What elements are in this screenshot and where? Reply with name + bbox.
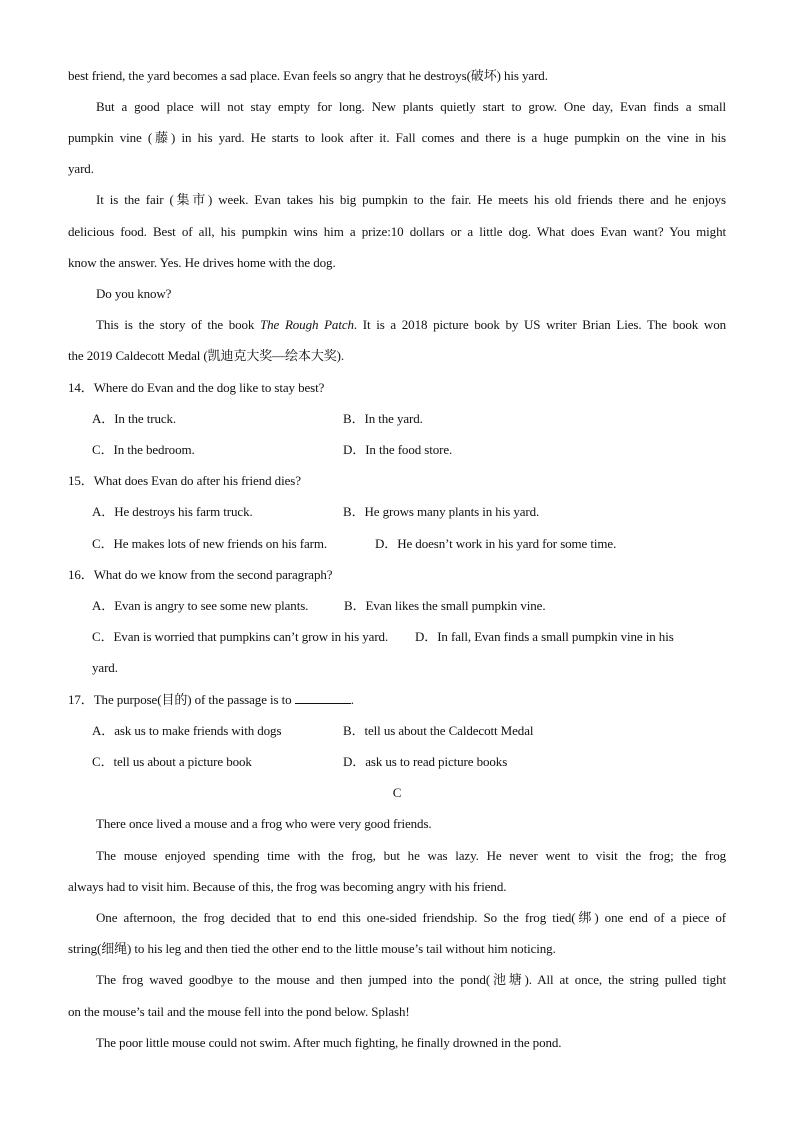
question-16-option-d-continued: yard. (92, 660, 118, 675)
passage-c-heading: C (392, 785, 402, 800)
book-title: The Rough Patch (260, 317, 354, 332)
question-16-stem: 16．What do we know from the second paragraph? (68, 567, 333, 582)
passage-c-paragraph-3-line-2: string(细绳) to his leg and then tied the other end to the little mouse’s tail without him noticing. (68, 941, 556, 956)
question-15-option-a[interactable]: A．He destroys his farm truck. (92, 504, 253, 519)
question-15-option-b[interactable]: B．He grows many plants in his yard. (343, 504, 540, 519)
passage-b-paragraph-5-line-2: the 2019 Caldecott Medal (凯迪克大奖—绘本大奖). (68, 348, 345, 363)
text-span: This is the story of the book (96, 317, 261, 332)
passage-b-do-you-know: Do you know? (96, 286, 172, 301)
text-span: . (350, 692, 354, 707)
passage-b-paragraph-3-line-1: It is the fair (集市) week. Evan takes his big pumpkin to the fair. He meets his old friends there and he enjoys (96, 192, 726, 207)
text-span: . It is a 2018 picture book by US writer Brian Lies. The book won (353, 317, 726, 332)
question-15-option-c[interactable]: C．He makes lots of new friends on his farm. (92, 536, 328, 551)
question-16-option-a[interactable]: A．Evan is angry to see some new plants. (92, 598, 309, 613)
passage-c-paragraph-2-line-2: always had to visit him. Because of this, the frog was becoming angry with his friend. (68, 879, 507, 894)
question-14-option-c[interactable]: C．In the bedroom. (92, 442, 195, 457)
passage-b-paragraph-3-line-2: delicious food. Best of all, his pumpkin wins him a prize:10 dollars or a little dog. What does Evan want? You might (68, 224, 726, 239)
passage-b-paragraph-2-line-3: yard. (68, 161, 94, 176)
question-16-option-d[interactable]: D．In fall, Evan finds a small pumpkin vine in his (415, 629, 674, 644)
passage-b-paragraph-5-line-1 (96, 317, 726, 333)
question-14-stem: 14．Where do Evan and the dog like to stay best? (68, 380, 325, 395)
passage-b-paragraph-2-line-2: pumpkin vine (藤) in his yard. He starts to look after it. Fall comes and there is a huge pumpkin on the vine in his (68, 130, 726, 145)
answer-blank[interactable] (295, 692, 351, 704)
question-15-stem: 15．What does Evan do after his friend dies? (68, 473, 301, 488)
text-span: 17．The purpose(目的) of the passage is to (68, 692, 295, 707)
question-17-option-c[interactable]: C．tell us about a picture book (92, 754, 252, 769)
passage-c-paragraph-3-line-1: One afternoon, the frog decided that to end this one-sided friendship. So the frog tied(绑) one end of a piece of (96, 910, 726, 925)
question-14-option-b[interactable]: B．In the yard. (343, 411, 423, 426)
passage-b-paragraph-1-end: best friend, the yard becomes a sad place. Evan feels so angry that he destroys(破坏) his yard. (68, 68, 548, 83)
question-16-option-b[interactable]: B．Evan likes the small pumpkin vine. (344, 598, 546, 613)
question-16-option-c[interactable]: C．Evan is worried that pumpkins can’t grow in his yard. (92, 629, 389, 644)
question-17-option-a[interactable]: A．ask us to make friends with dogs (92, 723, 282, 738)
passage-c-paragraph-4-line-2: on the mouse’s tail and the mouse fell into the pond below. Splash! (68, 1004, 410, 1019)
question-14-option-d[interactable]: D．In the food store. (343, 442, 453, 457)
passage-b-paragraph-3-line-3: know the answer. Yes. He drives home with the dog. (68, 255, 336, 270)
passage-c-paragraph-1: There once lived a mouse and a frog who were very good friends. (96, 816, 432, 831)
passage-c-paragraph-5: The poor little mouse could not swim. After much fighting, he finally drowned in the pond. (96, 1035, 562, 1050)
passage-c-paragraph-2-line-1: The mouse enjoyed spending time with the frog, but he was lazy. He never went to visit the frog; the frog (96, 848, 726, 863)
passage-c-paragraph-4-line-1: The frog waved goodbye to the mouse and then jumped into the pond(池塘). All at once, the string pulled tight (96, 972, 726, 987)
question-17-option-b[interactable]: B．tell us about the Caldecott Medal (343, 723, 534, 738)
passage-b-paragraph-2-line-1: But a good place will not stay empty for long. New plants quietly start to grow. One day, Evan finds a small (96, 99, 726, 114)
question-17-option-d[interactable]: D．ask us to read picture books (343, 754, 508, 769)
question-14-option-a[interactable]: A．In the truck. (92, 411, 177, 426)
question-17-stem (68, 692, 354, 708)
question-15-option-d[interactable]: D．He doesn’t work in his yard for some time. (375, 536, 617, 551)
